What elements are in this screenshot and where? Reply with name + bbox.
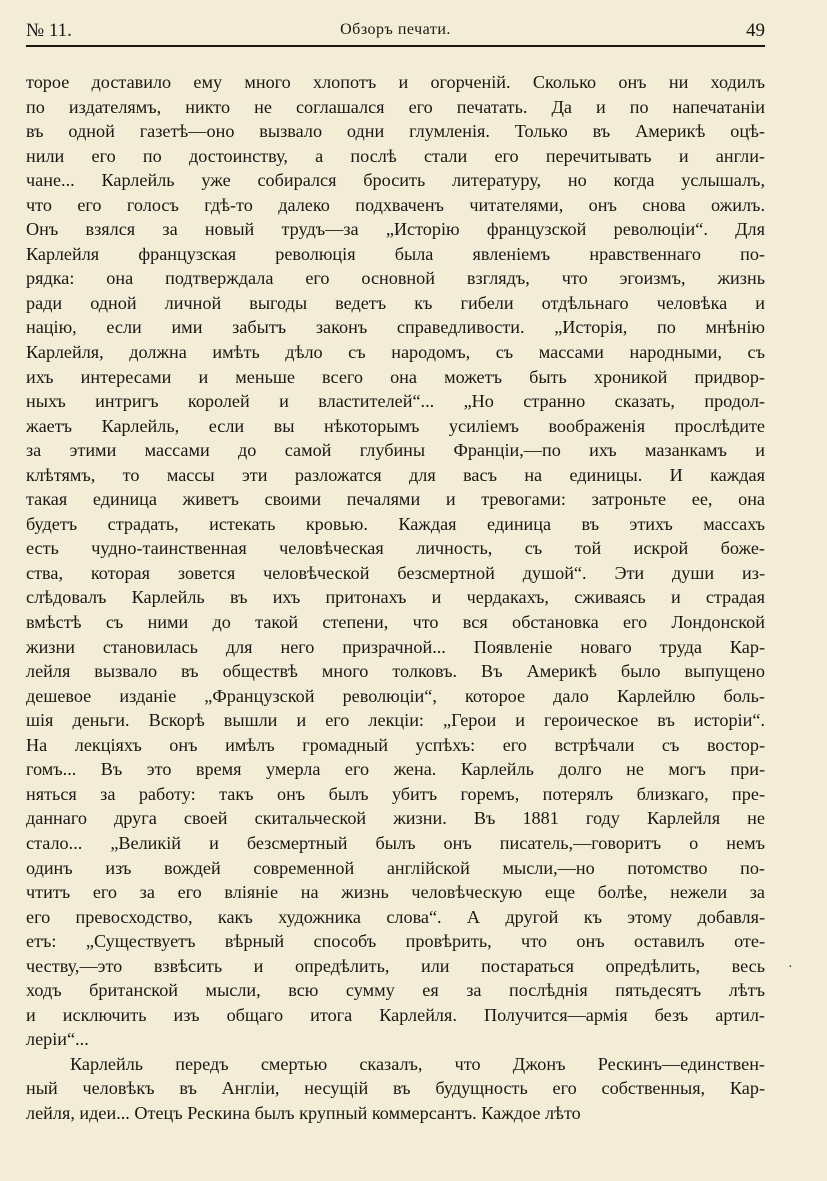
text-line: Онъ взялся за новый трудъ—за „Исторію французской революціи“. Для: [26, 219, 765, 240]
text-line: вмѣстѣ съ ними до такой степени, что вся обстановка его Лондонской: [26, 612, 765, 633]
text-line: даннаго друга своей скитальческой жизни. Въ 1881 году Карлейля не: [26, 808, 765, 829]
text-line: лейля вызвало въ обществѣ много толковъ. Въ Америкѣ было выпущено: [26, 661, 765, 682]
text-line: лейля, идеи... Отецъ Рескина былъ крупный коммерсантъ. Каждое лѣто: [26, 1102, 581, 1123]
text-line: ства, которая зовется человѣческой безсмертной душой“. Эти души из-: [26, 562, 765, 583]
text-line: будетъ страдать, истекать кровью. Каждая единица въ этихъ массахъ: [26, 513, 765, 534]
text-line: чане... Карлейль уже собирался бросить литературу, но когда услышалъ,: [26, 170, 765, 191]
text-line: ходъ британской мысли, всю сумму ея за послѣднія пятьдесятъ лѣтъ: [26, 980, 765, 1001]
text-line: ный человѣкъ въ Англіи, несущій въ будущность его собственныя, Кар-: [26, 1078, 765, 1099]
text-line: нили его по достоинству, а послѣ стали его перечитывать и англи-: [26, 145, 765, 166]
issue-number: № 11.: [26, 20, 72, 41]
text-line: и исключить изъ общаго итога Карлейля. Получится—армія безъ артил-: [26, 1004, 765, 1025]
header-rule: [26, 45, 765, 47]
text-line: Карлейля французская революція была явленіемъ нравственнаго по-: [26, 243, 765, 264]
body-text: [26, 70, 765, 1126]
text-line: что его голосъ гдѣ-то далеко подхваченъ читателями, онъ снова ожилъ.: [26, 194, 765, 215]
text-line: Карлейля, должна имѣть дѣло съ народомъ, съ массами народными, съ: [26, 342, 765, 363]
text-line: жизни становилась для него призрачной... Появленіе новаго труда Кар-: [26, 636, 765, 657]
text-line: жаетъ Карлейль, если вы нѣкоторымъ усиліемъ воображенія прослѣдите: [26, 415, 765, 436]
text-line: слѣдовалъ Карлейль въ ихъ притонахъ и чердакахъ, сживаясь и страдая: [26, 587, 765, 608]
text-line: дешевое изданіе „Французской революціи“, которое дало Карлейлю боль-: [26, 685, 765, 706]
text-line: одинъ изъ вождей современной англійской мысли,—но потомство по-: [26, 857, 765, 878]
text-line: такая единица живетъ своими печалями и тревогами: затроньте ее, она: [26, 489, 765, 510]
page-number: 49: [746, 20, 765, 41]
text-line: шія деньги. Вскорѣ вышли и его лекціи: „Герои и героическое въ исторіи“.: [26, 710, 765, 731]
text-line: въ одной газетѣ—оно вызвало одни глумленія. Только въ Америкѣ оцѣ-: [26, 121, 765, 142]
margin-mark: ·: [788, 960, 793, 975]
text-line: На лекціяхъ онъ имѣлъ громадный успѣхъ: его встрѣчали съ востор-: [26, 734, 765, 755]
text-line: стало... „Великій и безсмертный былъ онъ писатель,—говоритъ о немъ: [26, 832, 765, 853]
text-line: торое доставило ему много хлопотъ и огорченій. Сколько онъ ни ходилъ: [26, 72, 765, 92]
text-line: честву,—это взвѣсить и опредѣлить, или постараться опредѣлить, весь: [26, 955, 765, 976]
text-line: ихъ интересами и меньше всего она можетъ быть хроникой придвор-: [26, 366, 765, 387]
running-title: Обзоръ печати.: [340, 21, 451, 38]
running-header: [26, 18, 765, 46]
text-line: ныхъ интригъ королей и властителей“... „Но странно сказать, продол-: [26, 391, 765, 412]
text-line: есть чудно-таинственная человѣческая личность, съ той искрой боже-: [26, 538, 765, 559]
text-line: его превосходство, какъ художника слова“. А другой къ этому добавля-: [26, 906, 765, 927]
text-line: націю, если ими забытъ законъ справедливости. „Исторія, по мнѣнію: [26, 317, 765, 338]
text-line: ради одной личной выгоды ведетъ къ гибели отдѣльнаго человѣка и: [26, 292, 765, 313]
text-line: леріи“...: [26, 1029, 89, 1050]
text-line: Карлейль передъ смертью сказалъ, что Джонъ Рескинъ—единствен-: [70, 1053, 765, 1074]
text-line: гомъ... Въ это время умерла его жена. Карлейль долго не могъ при-: [26, 759, 765, 780]
text-line: чтитъ его за его вліяніе на жизнь человѣческую еще болѣе, нежели за: [26, 882, 765, 903]
text-line: рядка: она подтверждала его основной взглядъ, что эгоизмъ, жизнь: [26, 268, 765, 289]
text-line: за этими массами до самой глубины Франціи,—по ихъ мазанкамъ и: [26, 440, 765, 461]
text-line: клѣтямъ, то массы эти разложатся для васъ на единицы. И каждая: [26, 464, 765, 485]
text-line: етъ: „Существуетъ вѣрный способъ провѣрить, что онъ оставилъ оте-: [26, 931, 765, 952]
text-line: по издателямъ, никто не соглашался его печатать. Да и по напечатаніи: [26, 96, 765, 117]
text-line: няться за работу: такъ онъ былъ убитъ горемъ, потерялъ близкаго, пре-: [26, 783, 765, 804]
